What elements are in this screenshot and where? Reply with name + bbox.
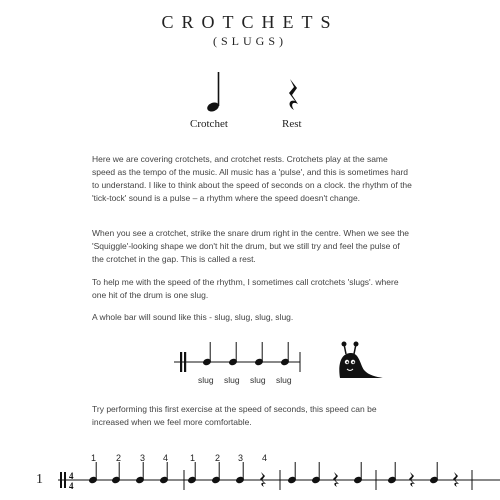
paragraph-intro: Here we are covering crotchets, and crotchet rests. Crotchets play at the same speed as the tempo of the music. All music has a 'pulse', and this is sometimes hard to understand. I like to think about the speed of seconds on a clock. the rhythm of the 'tick-tock' sound is a pulse – a rhythm where the speed doesn't change. [92,154,412,203]
count-8: 4 [262,453,268,463]
crotchet-icon [205,70,225,114]
paragraph-slugs: To help me with the speed of the rhythm, I sometimes call crotchets 'slugs'. where one hit of the drum is one slug. [92,277,399,300]
crotchet-rest-icon [287,78,301,112]
count-5: 1 [190,453,196,463]
exercise-number: 1 [36,472,43,487]
slug-icon [336,340,386,382]
count-7: 3 [238,453,244,463]
page-title: CROTCHETS [161,12,339,32]
count-4: 4 [163,453,169,463]
time-signature-top: 4 [69,471,74,481]
crotchet-label: Crotchet [190,118,228,130]
page-subtitle: (SLUGS) [212,34,287,48]
slug-label-2: slug [224,375,240,385]
exercise-staff [58,462,500,500]
count-3: 3 [140,453,146,463]
paragraph-whole-bar: A whole bar will sound like this - slug, slug, slug, slug. [92,312,294,322]
slug-label-4: slug [276,375,292,385]
paragraph-rest: When you see a crotchet, strike the snare drum right in the centre. When we see the 'Squiggle'-looking shape we don't hit the drum, but we still try and feel the pulse of the crotchet in the gap. This is called a rest. [92,228,410,264]
count-6: 2 [215,453,221,463]
count-1: 1 [91,453,97,463]
time-signature-bottom: 4 [69,481,74,491]
paragraph-exercise: Try performing this first exercise at the speed of seconds, this speed can be increased when we feel more comfortable. [92,404,377,427]
rest-label: Rest [282,118,302,130]
count-2: 2 [116,453,122,463]
slug-label-1: slug [198,375,214,385]
example-bar [172,340,312,372]
slug-label-3: slug [250,375,266,385]
